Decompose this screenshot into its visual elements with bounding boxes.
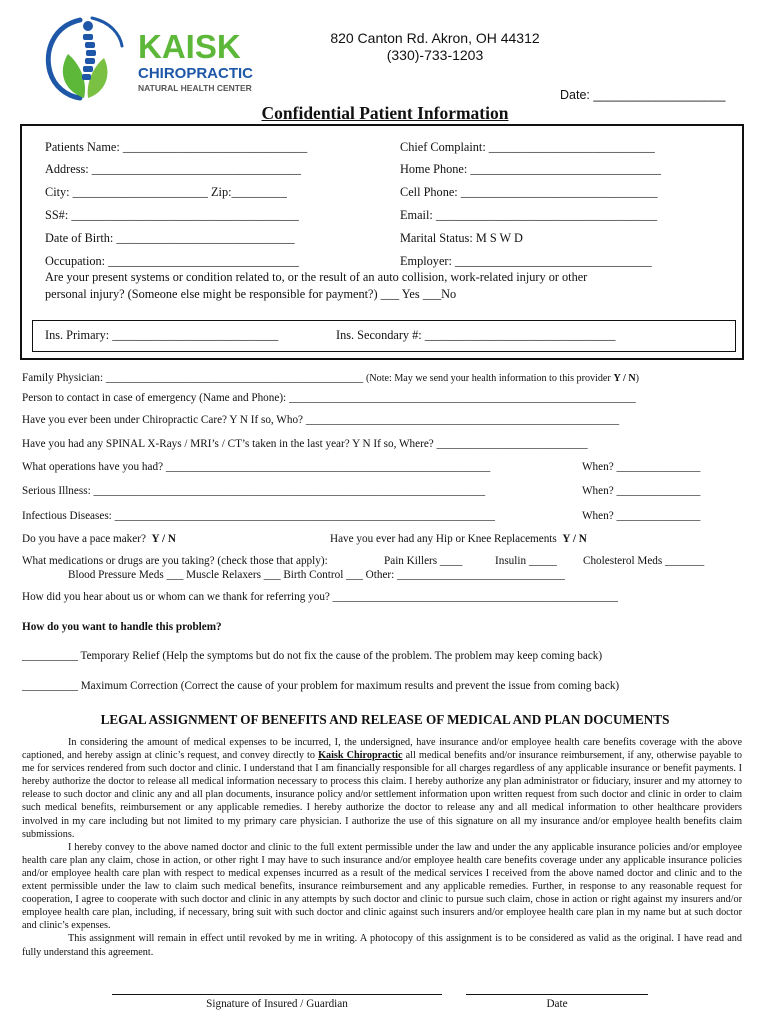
occupation-field[interactable]: Occupation: _______________________________ — [45, 254, 299, 268]
chiropractic-care-field[interactable]: Have you ever been under Chiropractic Care? Y N If so, Who? ________________________________________________________ — [22, 414, 620, 426]
auto-collision-question: Are your present systems or condition related to, or the result of an auto collision, work-related injury or other — [45, 270, 588, 284]
legal-p1-kaisk: Kaisk Chiropractic — [318, 750, 403, 762]
family-physician-note: (Note: May we send your health information to this provider — [366, 373, 611, 384]
logo-tagline: NATURAL HEALTH CENTER — [138, 83, 252, 93]
referral-field[interactable]: How did you hear about us or whom can we thank for referring you? ___________________________________________________ — [22, 591, 618, 603]
date-field[interactable]: Date: ___________________ — [560, 88, 726, 102]
ssn-field[interactable]: SS#: _____________________________________ — [45, 208, 299, 222]
family-physician-yn[interactable]: Y / N — [613, 373, 636, 384]
medications-line-2[interactable]: Blood Pressure Meds ___ Muscle Relaxers ___ Birth Control ___ Other: ______________________________ — [68, 569, 565, 581]
city-zip-field[interactable]: City: ______________________ Zip:_________ — [45, 185, 287, 199]
email-field[interactable]: Email: ____________________________________ — [400, 208, 658, 222]
ins-primary-field[interactable]: Ins. Primary: ___________________________ — [45, 328, 279, 342]
maximum-correction-option[interactable]: __________ Maximum Correction (Correct the cause of your problem for maximum results and prevent the issue from coming back) — [22, 680, 620, 692]
pacemaker-label: Do you have a pace maker? — [22, 533, 146, 545]
employer-field[interactable]: Employer: ________________________________ — [400, 254, 652, 268]
home-phone-field[interactable]: Home Phone: _______________________________ — [400, 162, 661, 176]
serious-illness-when-field[interactable]: When? _______________ — [582, 485, 701, 497]
address-field[interactable]: Address: __________________________________ — [45, 162, 301, 176]
marital-status-field[interactable]: Marital Status: M S W D — [400, 231, 523, 245]
hip-knee-label: Have you ever had any Hip or Knee Replacements — [330, 533, 557, 545]
page-title: Confidential Patient Information — [261, 103, 509, 123]
family-physician-field[interactable] — [22, 372, 639, 384]
infectious-diseases-when-field[interactable]: When? _______________ — [582, 510, 701, 522]
address-line-2: (330)-733-1203 — [386, 47, 484, 63]
meds-cholesterol[interactable]: Cholesterol Meds _______ — [583, 555, 705, 567]
medications-label: What medications or drugs are you taking? (check those that apply): — [22, 555, 328, 567]
operations-when-field[interactable]: When? _______________ — [582, 461, 701, 473]
clinic-address — [320, 30, 550, 64]
family-physician-label[interactable]: Family Physician: ______________________________________________ — [22, 372, 364, 384]
signature-label: Signature of Insured / Guardian — [206, 998, 348, 1010]
ins-secondary-field[interactable]: Ins. Secondary #: _______________________________ — [336, 328, 616, 342]
xray-field[interactable]: Have you had any SPINAL X-Rays / MRI’s / CT’s taken in the last year? Y N If so, Where? ___________________________ — [22, 438, 588, 450]
temporary-relief-option[interactable]: __________ Temporary Relief (Help the symptoms but do not fix the cause of the problem. The problem may keep coming back) — [22, 650, 603, 662]
hip-knee-yn[interactable]: Y / N — [562, 533, 587, 545]
legal-title: LEGAL ASSIGNMENT OF BENEFITS AND RELEASE OF MEDICAL AND PLAN DOCUMENTS — [100, 712, 670, 727]
logo-brand: KAISK — [138, 28, 241, 65]
operations-field[interactable]: What operations have you had? __________________________________________________________ — [22, 461, 491, 473]
date-line[interactable] — [466, 994, 648, 995]
meds-pain-killers[interactable]: Pain Killers ____ — [384, 555, 463, 567]
emergency-contact-field[interactable]: Person to contact in case of emergency (Name and Phone): ______________________________________________________________ — [22, 392, 636, 404]
pacemaker-yn[interactable]: Y / N — [151, 533, 176, 545]
patients-name-field[interactable]: Patients Name: ______________________________ — [45, 140, 308, 154]
clinic-logo — [40, 12, 275, 102]
pacemaker-field[interactable] — [22, 533, 176, 545]
spine-leaf-logo-icon — [40, 12, 275, 102]
handle-problem-heading: How do you want to handle this problem? — [22, 621, 222, 633]
chief-complaint-field[interactable]: Chief Complaint: ___________________________ — [400, 140, 655, 154]
legal-paragraph-2: I hereby convey to the above named doctor and clinic to the full extent permissible under the law and under the any applicable insurance policies and/or employee health care plan any claim, chose in action, or other right I may have to such insurance and/or employee health care benefits coverage under any applicable insurance policies and/or employee health care plan with respect to medical expenses incurred as a result of the medical services I received from the above named doctor and clinic and to the extent permissible under the law to claim such medical benefits, insurance reimbursement and any applicable remedies. Further, in response to any reasonable request for cooperation, I agree to cooperate with such doctor and clinic in any attempts by such doctor and clinic to pursue such claim, chose in action or right against my insurers and/or employee health care plan, including, if necessary, bring suit with such doctor and clinic against such insurers and/or employee health care plan in my name but at such doctor and clinic’s expenses. — [22, 841, 742, 932]
date-of-birth-field[interactable]: Date of Birth: _____________________________ — [45, 231, 295, 245]
meds-insulin[interactable]: Insulin _____ — [495, 555, 557, 567]
legal-paragraph-1 — [22, 736, 742, 841]
cell-phone-field[interactable]: Cell Phone: ________________________________ — [400, 185, 658, 199]
signature-line[interactable] — [112, 994, 442, 995]
logo-sub: CHIROPRACTIC — [138, 65, 253, 82]
date-label: Date — [546, 998, 568, 1010]
infectious-diseases-field[interactable]: Infectious Diseases: ____________________________________________________________________ — [22, 510, 495, 522]
hip-knee-field[interactable] — [330, 533, 587, 545]
family-physician-close: ) — [635, 373, 639, 384]
serious-illness-field[interactable]: Serious Illness: ______________________________________________________________________ — [22, 485, 486, 497]
address-line-1: 820 Canton Rd. Akron, OH 44312 — [330, 30, 540, 46]
legal-p1-a: In considering the amount of medical expenses to be incurred, I, the undersigned, have insurance and/or employee health care benefits coverage with the above captioned, and hereby assign at clinic’s request, and convey directly to — [22, 737, 742, 762]
legal-p1-b: all medical benefits and/or insurance reimbursement, if any, otherwise payable to me for services rendered from such doctor and clinic. I understand that I am financially responsible for all charges regardless of any applicable insurance or benefit payments. I hereby authorize the doctor to release all medical information necessary to process this claim. I hereby authorize any plan administrator or fiduciary, insurer and my attorney to release to such doctor and clinic any and all plan documents, insurance policy and/or settlement information upon written request from such doctor and clinic in order to claim such medical benefits, reimbursement or any applicable remedies. I hereby authorize the doctor to release any and all medical information to other healthcare providers involved in my care including but not limited to my primary care physician. I authorize the use of this signature on all my insurance and/or employee health benefits claim submissions. — [22, 750, 743, 840]
auto-collision-answer[interactable]: personal injury? (Someone else might be responsible for payment?) ___ Yes ___No — [45, 287, 457, 301]
legal-body — [22, 736, 742, 959]
legal-paragraph-3: This assignment will remain in effect until revoked by me in writing. A photocopy of this assignment is to be considered as valid as the original. I have read and fully understand this agreement. — [22, 933, 742, 958]
